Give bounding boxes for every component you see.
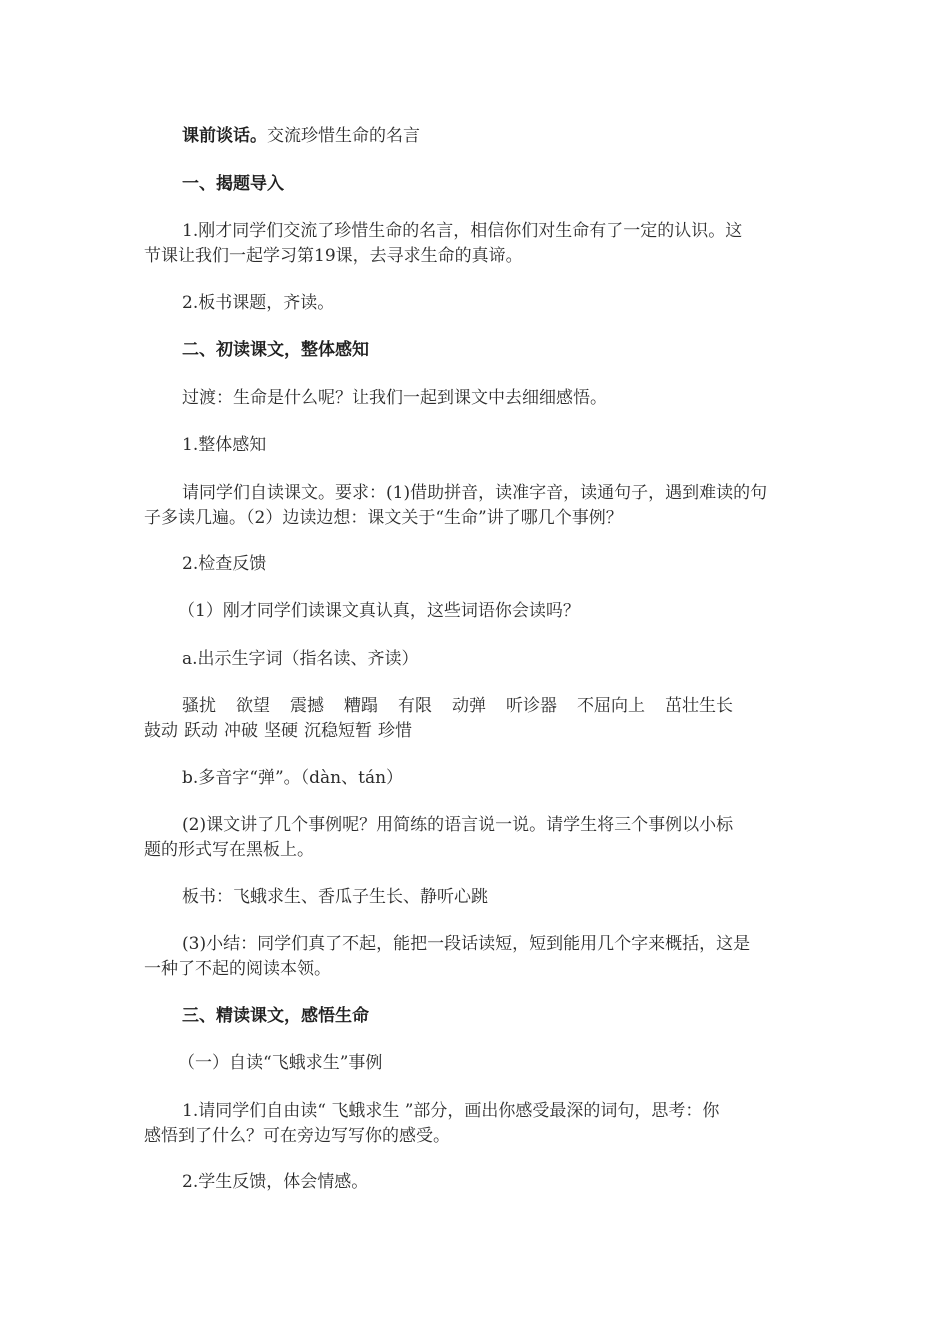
vocab-word: 珍惜	[378, 721, 412, 741]
vocab-word: 动弹	[452, 696, 486, 716]
section-heading-2: 二、初读课文，整体感知	[182, 340, 369, 360]
vocabulary-block	[144, 694, 810, 744]
section2-item-b: b.多音字“弹”。（dàn、tán）	[182, 768, 404, 788]
paragraph-line: 感悟到了什么？可在旁边写写你的感受。	[144, 1126, 450, 1146]
section2-item-a: a.出示生字词（指名读、齐读）	[182, 649, 419, 669]
paragraph-line: 节课让我们一起学习第19课，去寻求生命的真谛。	[144, 246, 523, 266]
section1-paragraph-2: 2.板书课题，齐读。	[182, 293, 335, 313]
section-heading-1: 一、揭题导入	[182, 174, 284, 194]
section2-transition: 过渡：生命是什么呢？让我们一起到课文中去细细感悟。	[182, 388, 607, 408]
vocab-word: 不屈向上	[577, 696, 645, 716]
section1-paragraph-1	[144, 219, 810, 269]
vocab-word: 骚扰	[182, 696, 216, 716]
section2-question-3	[144, 932, 810, 982]
vocab-word: 茁壮生长	[665, 696, 733, 716]
paragraph-line: 1.请同学们自由读“ 飞蛾求生 ”部分，画出你感受最深的词句，思考：你	[182, 1101, 720, 1121]
section2-item-1: 1.整体感知	[182, 435, 267, 455]
intro-paragraph	[144, 124, 848, 149]
intro-text: 交流珍惜生命的名言	[267, 126, 420, 146]
vocabulary-row-2	[144, 719, 810, 744]
vocabulary-row-1	[144, 694, 810, 719]
section2-question-2	[144, 813, 810, 863]
paragraph-line: (2)课文讲了几个事例呢？用简练的语言说一说。请学生将三个事例以小标	[182, 815, 734, 835]
section2-requirements	[144, 481, 810, 531]
section3-paragraph-1	[144, 1099, 810, 1149]
vocab-word: 有限	[398, 696, 432, 716]
paragraph-line: (3)小结：同学们真了不起，能把一段话读短，短到能用几个字来概括，这是	[182, 934, 751, 954]
vocab-word: 冲破	[224, 721, 258, 741]
section-heading-3: 三、精读课文，感悟生命	[182, 1006, 369, 1026]
paragraph-line: 题的形式写在黑板上。	[144, 840, 314, 860]
paragraph-line: 1.刚才同学们交流了珍惜生命的名言，相信你们对生命有了一定的认识。这	[182, 221, 743, 241]
section2-item-2: 2.检查反馈	[182, 554, 267, 574]
intro-bold-lead: 课前谈话。	[182, 126, 267, 146]
paragraph-line: 一种了不起的阅读本领。	[144, 959, 331, 979]
vocab-word: 听诊器	[506, 696, 557, 716]
vocab-word: 震撼	[290, 696, 324, 716]
section2-board: 板书：飞蛾求生、香瓜子生长、静听心跳	[182, 887, 488, 907]
vocab-word: 坚硬	[264, 721, 298, 741]
vocab-word: 沉稳短暂	[304, 721, 372, 741]
section3-subheading: （一）自读“飞蛾求生”事例	[178, 1053, 383, 1073]
paragraph-line: 子多读几遍。（2）边读边想：课文关于“生命”讲了哪几个事例？	[144, 508, 623, 528]
vocab-word: 欲望	[236, 696, 270, 716]
section3-paragraph-2: 2.学生反馈，体会情感。	[182, 1172, 369, 1192]
vocab-word: 跃动	[184, 721, 218, 741]
vocab-word: 糟蹋	[344, 696, 378, 716]
vocab-word: 鼓动	[144, 721, 178, 741]
paragraph-line: 请同学们自读课文。要求：(1)借助拼音，读准字音，读通句子，遇到难读的句	[182, 483, 768, 503]
section2-question-1: （1）刚才同学们读课文真认真，这些词语你会读吗？	[178, 601, 580, 621]
